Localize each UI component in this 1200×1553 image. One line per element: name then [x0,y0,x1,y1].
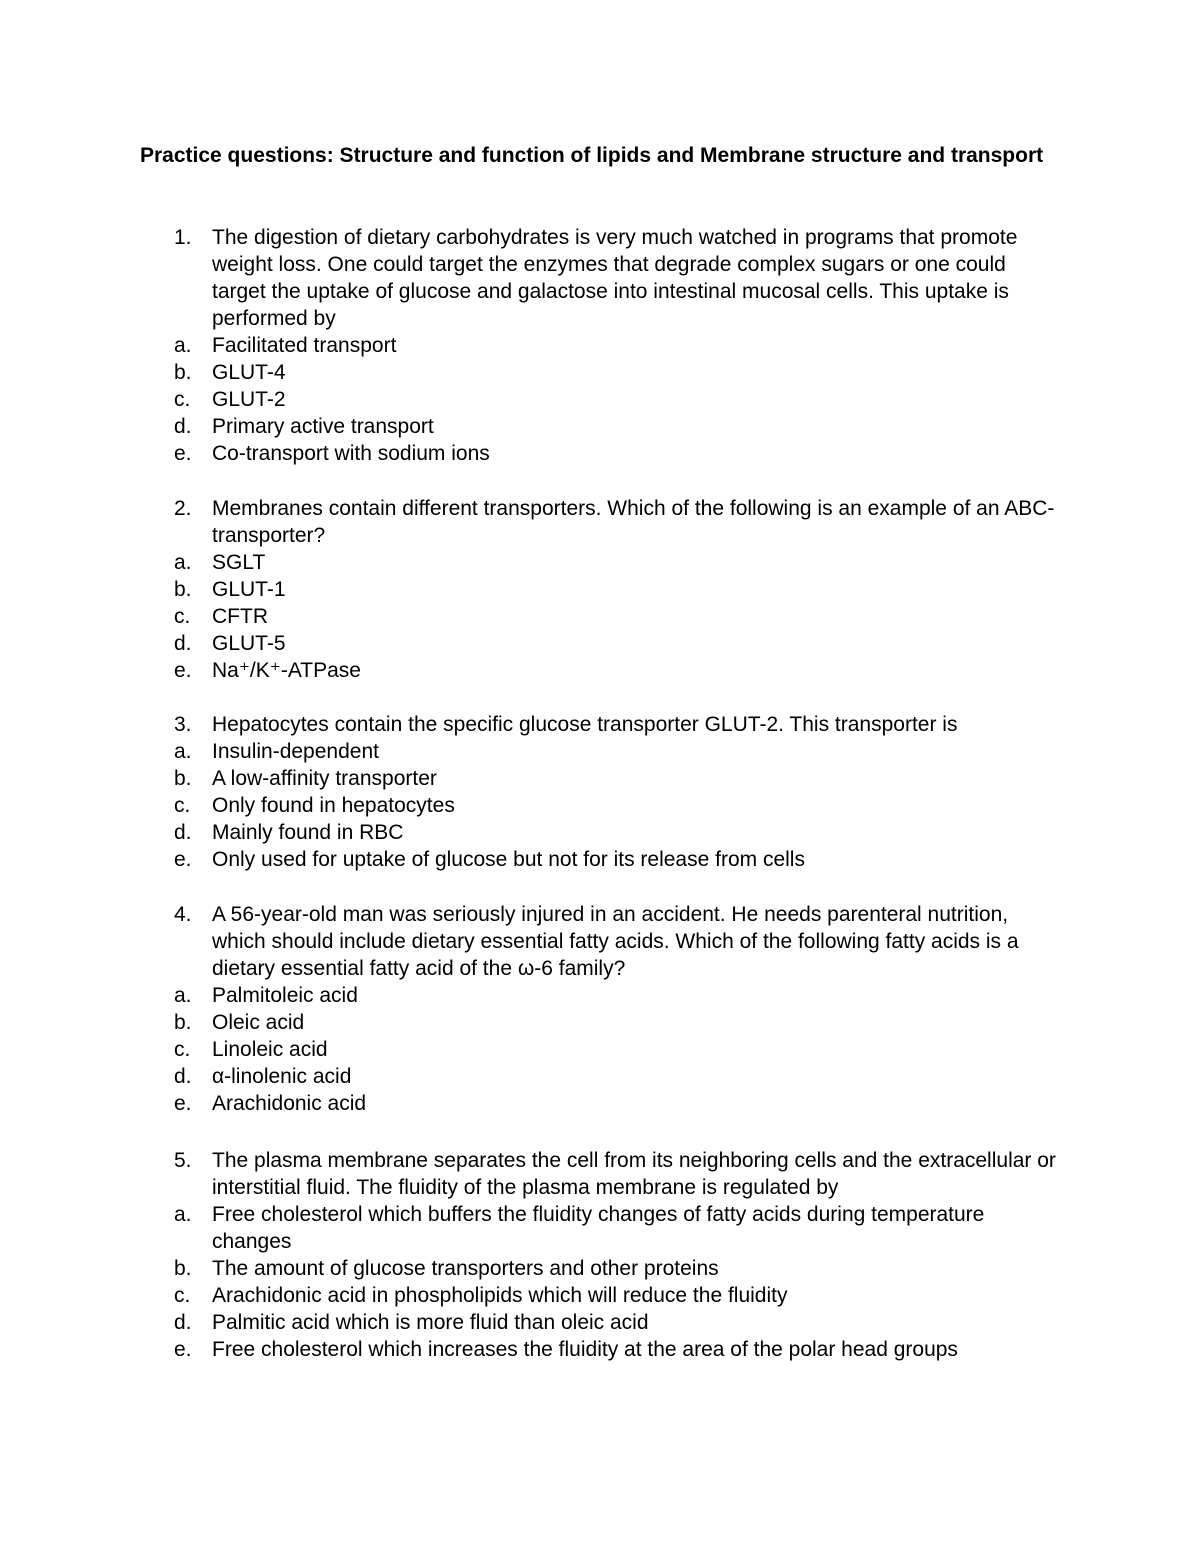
question-5 [0,1147,1200,1363]
answer-option [0,1282,1200,1309]
option-text: Palmitoleic acid [212,984,358,1007]
option-letter: c. [174,1038,191,1061]
option-letter: d. [174,1065,192,1088]
answer-option [0,1309,1200,1336]
option-letter: a. [174,740,192,763]
option-letter: b. [174,1011,192,1034]
answer-option [0,603,1200,630]
answer-option [0,1036,1200,1063]
option-letter: d. [174,632,192,655]
answer-option [0,549,1200,576]
option-text: Arachidonic acid in phospholipids which will reduce the fluidity [212,1284,788,1307]
option-letter: d. [174,1311,192,1334]
option-letter: a. [174,334,192,357]
answer-option [0,386,1200,413]
answer-option [0,819,1200,846]
option-text: Palmitic acid which is more fluid than oleic acid [212,1311,649,1334]
answer-option [0,630,1200,657]
answer-option [0,332,1200,359]
option-letter: a. [174,984,192,1007]
option-text: Insulin-dependent [212,740,379,763]
question-number: 4. [174,903,192,926]
option-text: Only used for uptake of glucose but not for its release from cells [212,848,805,871]
option-letter: c. [174,1284,191,1307]
answer-option [0,982,1200,1009]
question-4 [0,901,1200,1117]
option-text: GLUT-5 [212,632,286,655]
answer-option [0,413,1200,440]
option-letter: c. [174,605,191,628]
answer-option [0,440,1200,467]
option-text: Only found in hepatocytes [212,794,455,817]
option-text: Arachidonic acid [212,1092,367,1115]
option-letter: e. [174,1338,192,1361]
question-text: Membranes contain different transporters. Which of the following is an example of an ABC-transporter? [212,497,1055,547]
document-title: Practice questions: Structure and function of lipids and Membrane structure and transport [140,144,1044,167]
option-text: SGLT [212,551,266,574]
question-text: The plasma membrane separates the cell from its neighboring cells and the extracellular or interstitial fluid. The fluidity of the plasma membrane is regulated by [212,1149,1056,1199]
option-text: Free cholesterol which buffers the fluidity changes of fatty acids during temperature changes [212,1203,985,1253]
option-text: GLUT-4 [212,361,286,384]
option-letter: b. [174,767,192,790]
option-text: GLUT-1 [212,578,286,601]
question-stem [0,495,1200,549]
question-number: 2. [174,497,192,520]
option-text: The amount of glucose transporters and other proteins [212,1257,719,1280]
option-letter: a. [174,1203,192,1226]
option-text: A low-affinity transporter [212,767,437,790]
option-text: Free cholesterol which increases the fluidity at the area of the polar head groups [212,1338,958,1361]
option-letter: e. [174,1092,192,1115]
option-text: Mainly found in RBC [212,821,404,844]
option-text: α-linolenic acid [212,1065,352,1088]
question-number: 1. [174,226,192,249]
option-text: GLUT-2 [212,388,286,411]
option-letter: a. [174,551,192,574]
answer-option [0,1063,1200,1090]
question-1 [0,224,1200,467]
option-letter: b. [174,1257,192,1280]
answer-option [0,1336,1200,1363]
answer-option [0,738,1200,765]
question-text: A 56-year-old man was seriously injured in an accident. He needs parenteral nutrition, which should include dietary essential fatty acids. Which of the following fatty acids is a dietary essential fatty acid of the ω-6 family? [212,903,1019,980]
option-text: Facilitated transport [212,334,397,357]
answer-option [0,359,1200,386]
answer-option [0,792,1200,819]
question-stem [0,711,1200,738]
question-text: The digestion of dietary carbohydrates is very much watched in programs that promote weight loss. One could target the enzymes that degrade complex sugars or one could target the uptake of glucose and galactose into intestinal mucosal cells. This uptake is performed by [212,226,1018,330]
answer-option [0,1009,1200,1036]
question-text: Hepatocytes contain the specific glucose transporter GLUT-2. This transporter is [212,713,958,736]
option-text: Co-transport with sodium ions [212,442,490,465]
option-text: Primary active transport [212,415,434,438]
answer-option [0,1201,1200,1255]
option-letter: d. [174,821,192,844]
question-stem [0,224,1200,332]
question-stem [0,901,1200,982]
answer-option [0,765,1200,792]
option-letter: c. [174,794,191,817]
option-letter: e. [174,848,192,871]
answer-option [0,1255,1200,1282]
answer-option [0,846,1200,873]
answer-option [0,576,1200,603]
question-stem [0,1147,1200,1201]
option-letter: e. [174,659,192,682]
question-2 [0,495,1200,684]
question-number: 5. [174,1149,192,1172]
answer-option [0,1090,1200,1117]
option-text: Linoleic acid [212,1038,328,1061]
option-letter: b. [174,361,192,384]
option-text: Na⁺/K⁺-ATPase [212,659,361,682]
question-number: 3. [174,713,192,736]
option-letter: e. [174,442,192,465]
option-text: CFTR [212,605,268,628]
option-text: Oleic acid [212,1011,305,1034]
option-letter: b. [174,578,192,601]
question-3 [0,711,1200,873]
option-letter: c. [174,388,191,411]
option-letter: d. [174,415,192,438]
answer-option [0,657,1200,684]
